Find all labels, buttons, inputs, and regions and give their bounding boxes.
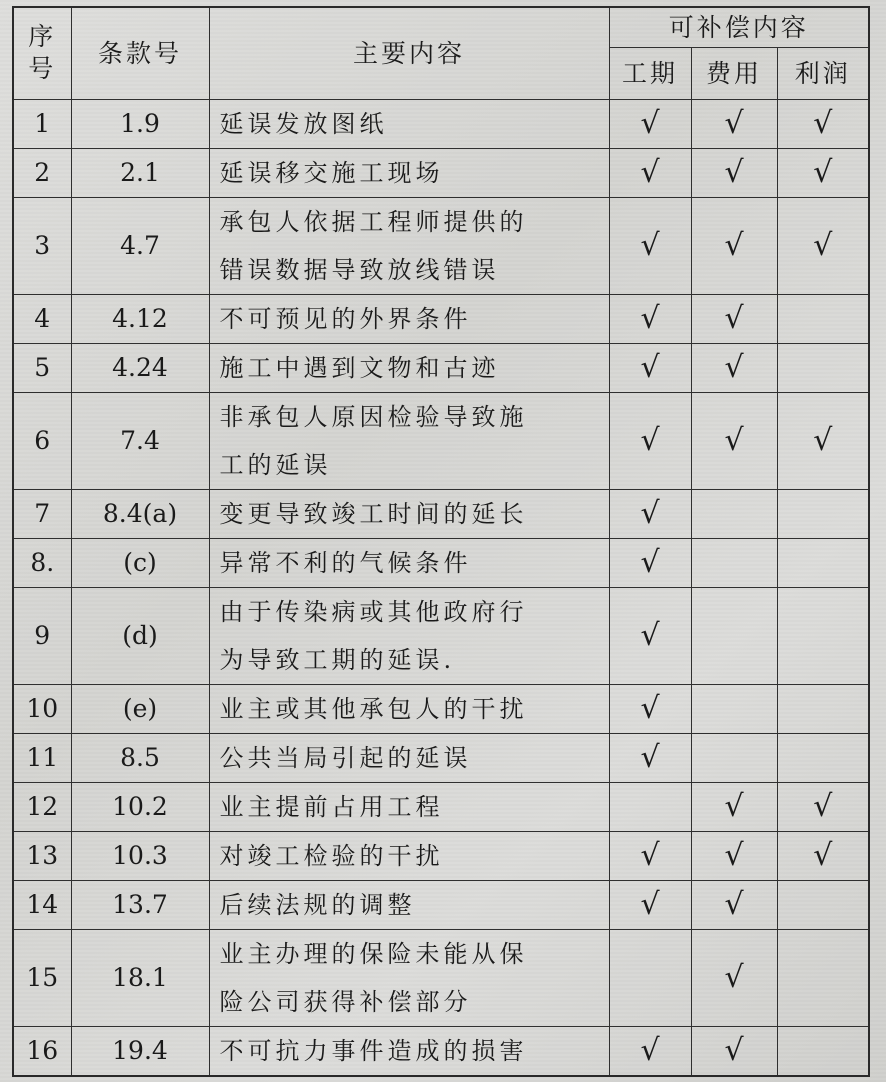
row-cost-check (691, 1026, 777, 1076)
row-content-line: 为导致工期的延误. (219, 645, 456, 674)
checkmark-icon: √ (640, 105, 660, 141)
header-seq-line2: 号 (28, 54, 57, 84)
row-content (209, 343, 609, 392)
row-seq: 5 (13, 343, 71, 392)
row-content (209, 831, 609, 880)
row-content-line: 公共当局引起的延误 (219, 743, 472, 772)
row-seq: 11 (13, 733, 71, 782)
row-time-check (609, 684, 691, 733)
row-time-check (609, 733, 691, 782)
row-cost-check (691, 148, 777, 197)
row-profit-check (777, 733, 869, 782)
row-seq: 12 (13, 782, 71, 831)
row-clause: 1.9 (71, 99, 209, 148)
row-profit-check (777, 929, 869, 1026)
row-content (209, 782, 609, 831)
row-cost-check (691, 684, 777, 733)
checkmark-icon: √ (724, 959, 744, 995)
checkmark-icon: √ (640, 300, 660, 336)
checkmark-icon: √ (724, 886, 744, 922)
checkmark-icon: √ (640, 495, 660, 531)
header-content: 主要内容 (209, 7, 609, 99)
row-seq: 3 (13, 197, 71, 294)
checkmark-icon: √ (813, 788, 833, 824)
table-row (13, 197, 869, 294)
row-clause: (d) (71, 587, 209, 684)
row-profit-check (777, 489, 869, 538)
checkmark-icon: √ (724, 788, 744, 824)
checkmark-icon: √ (724, 1032, 744, 1068)
table-row (13, 733, 869, 782)
row-content-line: 变更导致竣工时间的延长 (219, 499, 528, 528)
row-cost-check (691, 880, 777, 929)
checkmark-icon: √ (724, 837, 744, 873)
row-content-line: 对竣工检验的干扰 (219, 841, 444, 870)
row-cost-check (691, 392, 777, 489)
header-time: 工期 (609, 47, 691, 99)
table-row (13, 489, 869, 538)
row-cost-check (691, 733, 777, 782)
row-time-check (609, 587, 691, 684)
row-content (209, 684, 609, 733)
row-time-check (609, 831, 691, 880)
row-seq: 16 (13, 1026, 71, 1076)
row-content-line: 业主办理的保险未能从保 (219, 939, 528, 968)
compensation-table (12, 6, 870, 1077)
checkmark-icon: √ (640, 544, 660, 580)
row-cost-check (691, 294, 777, 343)
row-clause: 13.7 (71, 880, 209, 929)
checkmark-icon: √ (813, 422, 833, 458)
table-row (13, 1026, 869, 1076)
header-seq-line1: 序 (28, 22, 57, 52)
row-profit-check (777, 148, 869, 197)
checkmark-icon: √ (724, 105, 744, 141)
row-time-check (609, 392, 691, 489)
row-time-check (609, 782, 691, 831)
checkmark-icon: √ (640, 227, 660, 263)
row-profit-check (777, 684, 869, 733)
row-content-line: 延误移交施工现场 (219, 158, 444, 187)
checkmark-icon: √ (640, 739, 660, 775)
row-cost-check (691, 99, 777, 148)
table-row (13, 880, 869, 929)
row-clause: 4.24 (71, 343, 209, 392)
row-content-line: 不可抗力事件造成的损害 (219, 1036, 528, 1065)
table-row (13, 99, 869, 148)
row-clause: 4.12 (71, 294, 209, 343)
row-cost-check (691, 929, 777, 1026)
row-content-line: 后续法规的调整 (219, 890, 416, 919)
row-content-line: 业主提前占用工程 (219, 792, 444, 821)
row-content-line: 不可预见的外界条件 (219, 304, 472, 333)
row-profit-check (777, 343, 869, 392)
header-clause: 条款号 (71, 7, 209, 99)
row-clause: 8.4(a) (71, 489, 209, 538)
row-seq: 14 (13, 880, 71, 929)
row-cost-check (691, 538, 777, 587)
row-content-line: 工的延误 (219, 450, 332, 479)
row-content-line: 承包人依据工程师提供的 (219, 207, 528, 236)
row-cost-check (691, 831, 777, 880)
row-content (209, 733, 609, 782)
row-content-line: 错误数据导致放线错误 (219, 255, 500, 284)
row-cost-check (691, 197, 777, 294)
checkmark-icon: √ (640, 1032, 660, 1068)
row-content-line: 延误发放图纸 (219, 109, 388, 138)
row-profit-check (777, 831, 869, 880)
table-row (13, 294, 869, 343)
row-profit-check (777, 782, 869, 831)
checkmark-icon: √ (640, 349, 660, 385)
checkmark-icon: √ (640, 617, 660, 653)
row-content-line: 险公司获得补偿部分 (219, 987, 472, 1016)
row-clause: 18.1 (71, 929, 209, 1026)
table-row (13, 392, 869, 489)
row-profit-check (777, 1026, 869, 1076)
row-clause: (e) (71, 684, 209, 733)
row-profit-check (777, 99, 869, 148)
checkmark-icon: √ (640, 886, 660, 922)
header-row-1 (13, 7, 869, 47)
checkmark-icon: √ (813, 227, 833, 263)
table-row (13, 782, 869, 831)
row-clause: 10.2 (71, 782, 209, 831)
row-content-line: 异常不利的气候条件 (219, 548, 472, 577)
row-seq: 9 (13, 587, 71, 684)
row-content (209, 294, 609, 343)
row-content (209, 489, 609, 538)
table-body (13, 99, 869, 1076)
row-content (209, 99, 609, 148)
row-profit-check (777, 538, 869, 587)
header-compensation-group: 可补偿内容 (609, 7, 869, 47)
checkmark-icon: √ (640, 154, 660, 190)
checkmark-icon: √ (813, 105, 833, 141)
table-row (13, 587, 869, 684)
table-row (13, 929, 869, 1026)
row-content-line: 业主或其他承包人的干扰 (219, 694, 528, 723)
row-cost-check (691, 489, 777, 538)
row-cost-check (691, 782, 777, 831)
row-seq: 15 (13, 929, 71, 1026)
row-clause: 7.4 (71, 392, 209, 489)
row-time-check (609, 197, 691, 294)
table-row (13, 684, 869, 733)
row-profit-check (777, 197, 869, 294)
row-cost-check (691, 343, 777, 392)
checkmark-icon: √ (724, 349, 744, 385)
table-row (13, 538, 869, 587)
row-content (209, 392, 609, 489)
row-clause: 10.3 (71, 831, 209, 880)
row-clause: (c) (71, 538, 209, 587)
row-profit-check (777, 294, 869, 343)
row-content-line: 由于传染病或其他政府行 (219, 597, 528, 626)
header-profit: 利润 (777, 47, 869, 99)
row-content-line: 施工中遇到文物和古迹 (219, 353, 500, 382)
table-row (13, 831, 869, 880)
checkmark-icon: √ (813, 837, 833, 873)
row-content (209, 587, 609, 684)
row-content (209, 538, 609, 587)
row-clause: 19.4 (71, 1026, 209, 1076)
table-row (13, 148, 869, 197)
row-seq: 1 (13, 99, 71, 148)
row-profit-check (777, 392, 869, 489)
row-time-check (609, 489, 691, 538)
header-cost: 费用 (691, 47, 777, 99)
row-clause: 2.1 (71, 148, 209, 197)
row-time-check (609, 929, 691, 1026)
row-seq: 10 (13, 684, 71, 733)
checkmark-icon: √ (640, 690, 660, 726)
row-time-check (609, 99, 691, 148)
row-cost-check (691, 587, 777, 684)
checkmark-icon: √ (724, 154, 744, 190)
row-time-check (609, 880, 691, 929)
row-time-check (609, 538, 691, 587)
row-seq: 2 (13, 148, 71, 197)
row-time-check (609, 1026, 691, 1076)
row-clause: 8.5 (71, 733, 209, 782)
row-time-check (609, 148, 691, 197)
header-seq (13, 7, 71, 99)
row-seq: 7 (13, 489, 71, 538)
row-seq: 8. (13, 538, 71, 587)
row-time-check (609, 343, 691, 392)
table-row (13, 343, 869, 392)
row-seq: 4 (13, 294, 71, 343)
row-content (209, 148, 609, 197)
row-seq: 13 (13, 831, 71, 880)
row-profit-check (777, 880, 869, 929)
checkmark-icon: √ (724, 227, 744, 263)
row-content (209, 929, 609, 1026)
checkmark-icon: √ (640, 837, 660, 873)
row-content (209, 197, 609, 294)
checkmark-icon: √ (724, 300, 744, 336)
row-seq: 6 (13, 392, 71, 489)
row-content-line: 非承包人原因检验导致施 (219, 402, 528, 431)
checkmark-icon: √ (813, 154, 833, 190)
row-content (209, 1026, 609, 1076)
row-time-check (609, 294, 691, 343)
row-profit-check (777, 587, 869, 684)
row-content (209, 880, 609, 929)
row-clause: 4.7 (71, 197, 209, 294)
checkmark-icon: √ (640, 422, 660, 458)
checkmark-icon: √ (724, 422, 744, 458)
